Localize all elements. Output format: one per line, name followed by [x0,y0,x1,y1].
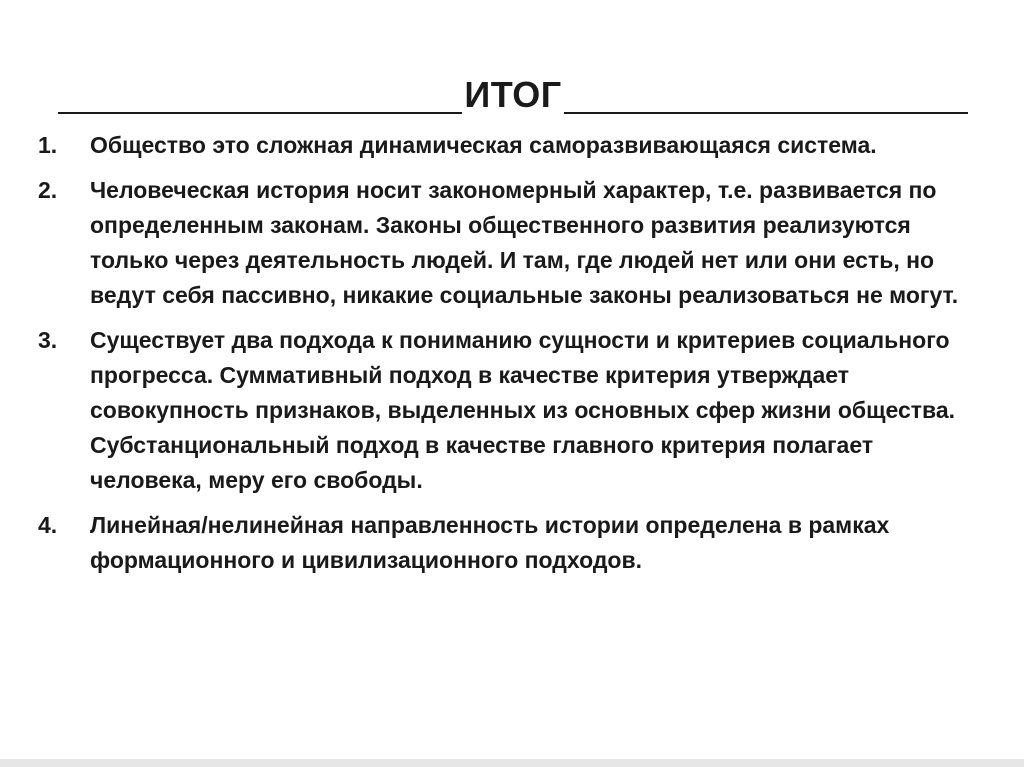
slide-title: ИТОГ [464,74,562,115]
item-number: 3. [38,327,58,353]
item-text: Существует два подхода к пониманию сущности и критериев социального прогресса. Суммативный подход в качестве критерия утверждает совокупность признаков, выделенных из основных сфер жизни общества. Субстанциональный подход в качестве главного критерия полагает человека, меру его свободы. [90,327,956,493]
item-number: 2. [38,177,58,203]
list-item [38,323,978,498]
summary-list [38,128,978,588]
item-text: Человеческая история носит закономерный характер, т.е. развивается по определенным законам. Законы общественного развития реализуются только через деятельность людей. И там, где людей нет или они есть, но ведут себя пассивно, никакие социальные законы реализоваться не могут. [90,177,959,308]
title-rule-right [564,112,968,114]
item-number: 4. [38,512,58,538]
title-row [58,73,968,117]
list-item [38,508,978,578]
list-item [38,173,978,313]
bottom-strip [0,759,1024,767]
title-rule-left [58,112,462,114]
item-text: Линейная/нелинейная направленность истории определена в рамках формационного и цивилизационного подходов. [90,512,890,573]
list-item [38,128,978,163]
item-text: Общество это сложная динамическая саморазвивающаяся система. [90,132,877,158]
item-number: 1. [38,132,58,158]
